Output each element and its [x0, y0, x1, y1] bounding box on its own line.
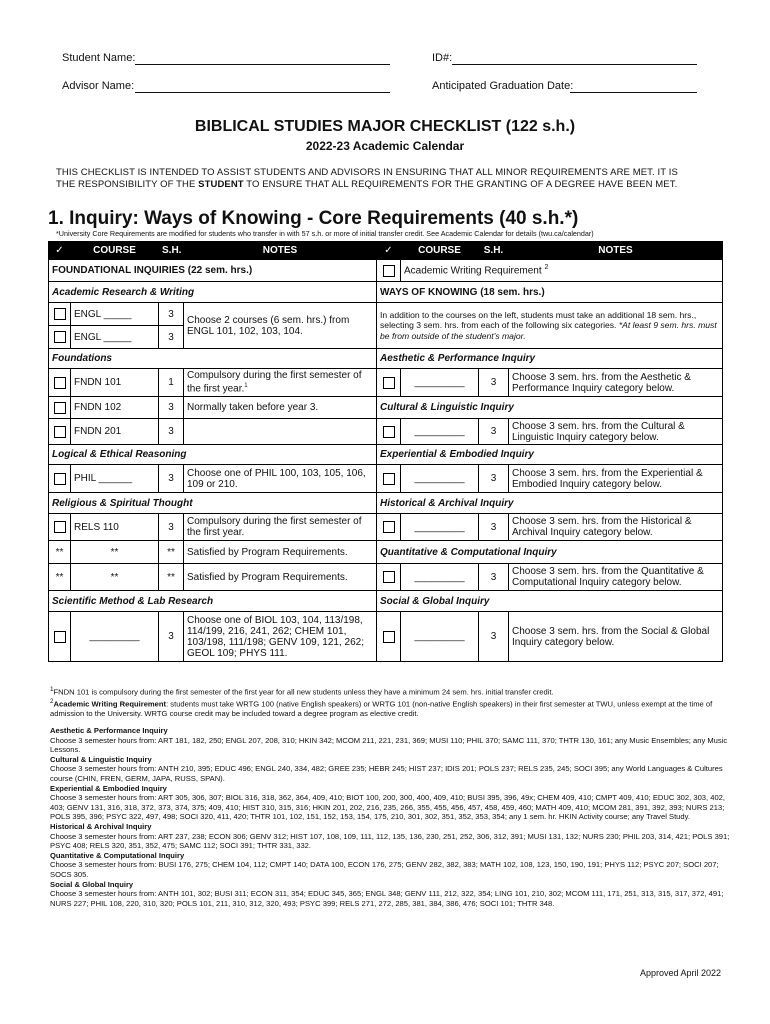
rels110-note: Compulsory during the first semester of the first year.	[184, 514, 377, 541]
table-header-row	[49, 242, 723, 260]
footnote-2: $^2$Academic Writing Requirement: students must take WRTG 100 (native English speakers) or WRTG 101 (non-native English speakers) in their first semester at TWU, unless exempt at the time of admission to the University. WRTG course credit may be included toward a degree program as elective credit.	[50, 698, 713, 719]
awr-checkbox[interactable]	[383, 265, 395, 277]
engl1-checkbox[interactable]	[54, 308, 66, 320]
requirements-table	[48, 241, 723, 662]
page-subtitle: 2022-23 Academic Calendar	[305, 139, 465, 153]
experiential-heading: Experiential & Embodied Inquiry	[377, 445, 723, 465]
engl2-checkbox[interactable]	[54, 331, 66, 343]
experiential-course[interactable]: _________	[401, 465, 479, 493]
stars-sh: **	[159, 564, 184, 591]
phil-sh: 3	[159, 465, 184, 493]
aesthetic-course[interactable]: _________	[401, 369, 479, 397]
cultural-checkbox[interactable]	[383, 426, 395, 438]
quantitative-heading: Quantitative & Computational Inquiry	[377, 541, 723, 564]
experiential-checkbox[interactable]	[383, 473, 395, 485]
fndn201-note	[184, 419, 377, 445]
experiential-sh: 3	[479, 465, 509, 493]
engl-note: Choose 2 courses (6 sem. hrs.) from ENGL 101, 102, 103, 104.	[184, 303, 377, 349]
category-item: Cultural & Linguistic Inquiry Choose 3 semester hours from: ANTH 210, 395; EDUC 496; ENGL 240, 334, 482; GREE 235; HEBR 245; HIST 237; IDIS 201; POLS 237; RELS 235, 245; SOCI 395; any World Languages & Cultures course (CHIN, FREN, GERM, JAPA, RUSS, SPAN).	[50, 754, 723, 783]
quantitative-checkbox[interactable]	[383, 571, 395, 583]
course-header: COURSE	[71, 242, 159, 260]
course-header: COURSE	[401, 242, 479, 260]
historical-sh: 3	[479, 514, 509, 541]
engl2-course[interactable]: ENGL _____	[71, 326, 159, 349]
cultural-heading: Cultural & Linguistic Inquiry	[377, 397, 723, 419]
quantitative-sh: 3	[479, 564, 509, 591]
approved-date: Approved April 2022	[640, 968, 722, 978]
fndn101-checkbox[interactable]	[54, 377, 66, 389]
graduation-date-label: Anticipated Graduation Date:	[432, 80, 574, 92]
cultural-note: Choose 3 sem. hrs. from the Cultural & Linguistic Inquiry category below.	[509, 419, 723, 445]
scientific-heading: Scientific Method & Lab Research	[49, 591, 377, 612]
categories-list	[50, 726, 730, 908]
engl2-sh: 3	[159, 326, 184, 349]
stars-sh: **	[159, 541, 184, 564]
experiential-note: Choose 3 sem. hrs. from the Experiential & Embodied Inquiry category below.	[509, 465, 723, 493]
phil-course[interactable]: PHIL ______	[71, 465, 159, 493]
historical-heading: Historical & Archival Inquiry	[377, 493, 723, 514]
phil-checkbox[interactable]	[54, 473, 66, 485]
advisor-name-label: Advisor Name:	[62, 80, 135, 92]
fndn101-sh: 1	[159, 369, 184, 397]
foundational-heading: FOUNDATIONAL INQUIRIES (22 sem. hrs.)	[49, 260, 377, 282]
fndn102-checkbox[interactable]	[54, 402, 66, 414]
fndn102-sh: 3	[159, 397, 184, 419]
engl1-course[interactable]: ENGL _____	[71, 303, 159, 326]
check-header: ✓	[49, 242, 71, 260]
aesthetic-note: Choose 3 sem. hrs. from the Aesthetic & Performance Inquiry category below.	[509, 369, 723, 397]
footnote-1: $^1$FNDN 101 is compulsory during the first semester of the first year for all new students unless they have a minimum 24 sem. hrs. initial transfer credit.	[50, 686, 554, 697]
graduation-date-line[interactable]	[570, 92, 697, 93]
satisfied-note: Satisfied by Program Requirements.	[184, 564, 377, 591]
page-title: BIBLICAL STUDIES MAJOR CHECKLIST (122 s.h.)	[194, 118, 576, 135]
fndn201-course: FNDN 201	[71, 419, 159, 445]
stars-course: **	[71, 564, 159, 591]
category-item: Historical & Archival Inquiry Choose 3 semester hours from: ART 237, 238; ECON 306; GENV 312; HIST 107, 108, 109, 111, 112, 135, 136, 230, 251, 252, 306, 312, 391; MUSI 131, 132; NURS 230; PHIL 203, 314, 421; POLS 391; PSYC 408; RELS 320, 351, 352, 475; SAMC 112; SOCI 391; THTR 331, 332.	[50, 821, 730, 851]
stars-course: **	[71, 541, 159, 564]
scientific-sh: 3	[159, 612, 184, 662]
advisor-name-line[interactable]	[135, 92, 390, 93]
id-line[interactable]	[452, 64, 697, 65]
stars-check: **	[49, 541, 71, 564]
social-checkbox[interactable]	[383, 631, 395, 643]
fndn101-note: Compulsory during the first semester of the first year.$^1$	[184, 369, 377, 397]
cultural-course[interactable]: _________	[401, 419, 479, 445]
logical-heading: Logical & Ethical Reasoning	[49, 445, 377, 465]
scientific-checkbox[interactable]	[54, 631, 66, 643]
engl1-sh: 3	[159, 303, 184, 326]
historical-course[interactable]: _________	[401, 514, 479, 541]
social-sh: 3	[479, 612, 509, 662]
historical-note: Choose 3 sem. hrs. from the Historical & Archival Inquiry category below.	[509, 514, 723, 541]
wok-note: In addition to the courses on the left, students must take an additional 18 sem. hrs., selecting 3 sem. hrs. from each of the following six categories. *At least 9 sem. hrs. must be from outside of the student's major.	[377, 303, 723, 349]
aesthetic-checkbox[interactable]	[383, 377, 395, 389]
quantitative-note: Choose 3 sem. hrs. from the Quantitative & Computational Inquiry category below.	[509, 564, 723, 591]
footnotes	[50, 685, 730, 719]
category-item: Experiential & Embodied Inquiry Choose 3 semester hours from: ART 305, 306, 307; BIOL 316, 318, 362, 364, 409, 410; BIOT 100, 200, 300, 400, 409, 410; BUSI 395, 396, 49x; CHEM 409, 410; CMPT 409, 410; EDUC 302, 303, 402, 403; GENV 131, 316, 318, 372, 373, 374, 375; 409, 410; HIST 310, 315, 316; HKIN 201, 202, 216, 235, 266, 355, 455, 456, 457, 458, 459, 460; MATH 409, 410; MCOM 281, 391, 392, 393; NURS 213; POLS 395, 396; PSYC 322, 497, 498; SOCI 320, 411, 420; THTR 101, 102, 151, 152, 153, 154, 175, 210, 301, 302, 351, 352, 353, 354; any 1 sem. hr. HKIN Activity course; any Travel Study.	[50, 783, 726, 822]
sh-header: S.H.	[159, 242, 184, 260]
section-1-title: 1. Inquiry: Ways of Knowing - Core Requirements (40 s.h.*)	[48, 208, 579, 229]
category-item: Quantitative & Computational Inquiry Choose 3 semester hours from: BUSI 176, 275; CHEM 104, 112; CMPT 140; DATA 100, ECON 176, 275; GENV 282, 382, 383; MATH 102, 108, 123, 150, 190, 191; PHYS 112; PSYC 207; SOCI 207; SOCS 305.	[50, 850, 719, 879]
social-note: Choose 3 sem. hrs. from the Social & Global Inquiry category below.	[509, 612, 723, 662]
awr-label: Academic Writing Requirement $^2$	[401, 260, 723, 282]
cultural-sh: 3	[479, 419, 509, 445]
category-item: Aesthetic & Performance Inquiry Choose 3 semester hours from: ART 181, 182, 250; ENGL 207, 208, 310; HKIN 342; MCOM 211, 221, 231, 369; MUSI 110; PHIL 370; SAMC 111, 370; THTR 130, 161; any Music Ensembles; any Music Lessons.	[50, 726, 728, 755]
social-heading: Social & Global Inquiry	[377, 591, 723, 612]
intro-text: THIS CHECKLIST IS INTENDED TO ASSIST STUDENTS AND ADVISORS IN ENSURING THAT ALL MINOR REQUIREMENTS ARE MET. IT IS THE RESPONSIBILITY OF THE STUDENT TO ENSURE THAT ALL REQUIREMENTS FOR THE GRANTING OF A DEGREE HAVE BEEN MET.	[56, 167, 678, 190]
fndn101-course: FNDN 101	[71, 369, 159, 397]
stars-check: **	[49, 564, 71, 591]
rels110-course: RELS 110	[71, 514, 159, 541]
satisfied-note: Satisfied by Program Requirements.	[184, 541, 377, 564]
rels110-checkbox[interactable]	[54, 521, 66, 533]
rels110-sh: 3	[159, 514, 184, 541]
foundations-heading: Foundations	[49, 349, 377, 369]
quantitative-course[interactable]: _________	[401, 564, 479, 591]
id-label: ID#:	[432, 52, 453, 64]
fndn102-course: FNDN 102	[71, 397, 159, 419]
religious-heading: Religious & Spiritual Thought	[49, 493, 377, 514]
wok-heading: WAYS OF KNOWING (18 sem. hrs.)	[377, 282, 723, 303]
scientific-note: Choose one of BIOL 103, 104, 113/198, 114/199, 216, 241, 262; CHEM 101, 103/198, 111/198; GENV 109, 121, 262; GEOL 109; PHYS 111.	[184, 612, 377, 662]
student-name-label: Student Name:	[62, 52, 136, 64]
scientific-course[interactable]: _________	[71, 612, 159, 662]
notes-header: NOTES	[509, 242, 723, 260]
aesthetic-sh: 3	[479, 369, 509, 397]
fndn201-checkbox[interactable]	[54, 426, 66, 438]
social-course[interactable]: _________	[401, 612, 479, 662]
fndn102-note: Normally taken before year 3.	[184, 397, 377, 419]
acad-research-heading: Academic Research & Writing	[49, 282, 377, 303]
check-header: ✓	[377, 242, 401, 260]
historical-checkbox[interactable]	[383, 521, 395, 533]
student-name-line[interactable]	[135, 64, 390, 65]
fndn201-sh: 3	[159, 419, 184, 445]
aesthetic-heading: Aesthetic & Performance Inquiry	[377, 349, 723, 369]
notes-header: NOTES	[184, 242, 377, 260]
sh-header: S.H.	[479, 242, 509, 260]
section-1-note: *University Core Requirements are modified for students who transfer in with 57 s.h. or more of initial transfer credit. See Academic Calendar for details (twu.ca/calendar)	[56, 229, 594, 238]
category-item: Social & Global Inquiry Choose 3 semester hours from: ANTH 101, 302; BUSI 311; ECON 311, 354; EDUC 345, 365; ENGL 348; GENV 111, 212, 322, 354; LING 101, 210, 302; MCOM 111, 171, 251, 313, 315, 317, 372, 491; NURS 227; PHIL 108, 220, 310, 320; POLS 101, 211, 310, 312, 320, 493; PSYC 399; RELS 271, 272, 285, 381, 384, 386, 476; SOCI 101; THTR 348.	[50, 879, 724, 908]
phil-note: Choose one of PHIL 100, 103, 105, 106, 109 or 210.	[184, 465, 377, 493]
